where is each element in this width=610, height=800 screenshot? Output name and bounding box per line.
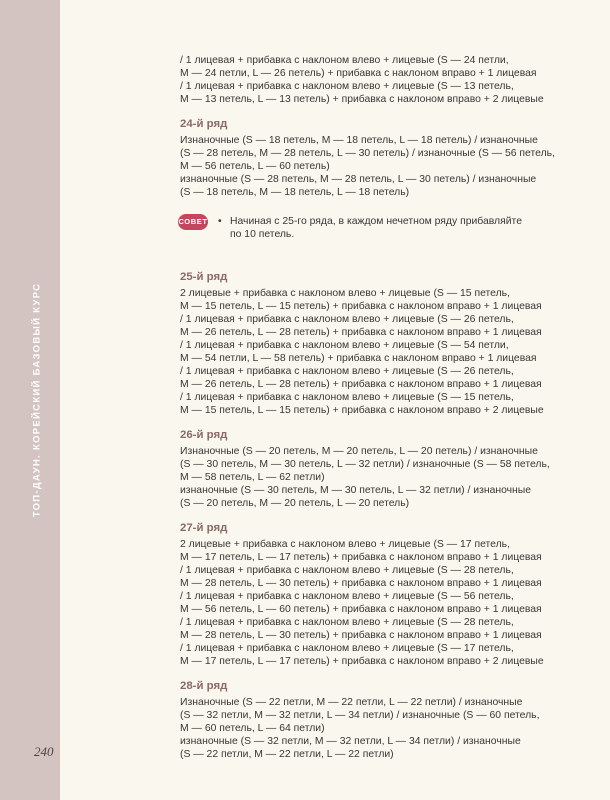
instruction-line: / 1 лицевая + прибавка с наклоном влево + лицевые (S — 17 петель, <box>180 643 514 654</box>
tip-line: по 10 петель. <box>230 229 295 240</box>
instruction-line: / 1 лицевая + прибавка с наклоном влево + лицевые (S — 56 петель, <box>180 591 514 602</box>
instruction-line: (S — 28 петель, M — 28 петель, L — 30 петель) / изнаночные (S — 56 петель, <box>180 148 555 159</box>
page-content <box>180 54 560 773</box>
instruction-line: Изнаночные (S — 18 петель, M — 18 петель, L — 18 петель) / изнаночные <box>180 135 538 146</box>
row-title: 28-й ряд <box>180 680 228 692</box>
instruction-line: M — 17 петель, L — 17 петель) + прибавка с наклоном вправо + 1 лицевая <box>180 552 542 563</box>
row-section <box>180 522 560 668</box>
instruction-line: 2 лицевые + прибавка с наклоном влево + лицевые (S — 15 петель, <box>180 288 510 299</box>
instruction-line: / 1 лицевая + прибавка с наклоном влево + лицевые (S — 26 петель, <box>180 314 514 325</box>
instruction-line: / 1 лицевая + прибавка с наклоном влево + лицевые (S — 28 петель, <box>180 617 514 628</box>
instruction-line: M — 15 петель, L — 15 петель) + прибавка с наклоном вправо + 2 лицевые <box>180 405 544 416</box>
instructions-before-tip <box>180 54 560 199</box>
instruction-line: M — 60 петель, L — 64 петли) <box>180 723 325 734</box>
row-section <box>180 118 560 199</box>
instruction-line: M — 26 петель, L — 28 петель) + прибавка с наклоном вправо + 1 лицевая <box>180 327 542 338</box>
instruction-line: / 1 лицевая + прибавка с наклоном влево + лицевые (S — 54 петли, <box>180 340 509 351</box>
row-title: 26-й ряд <box>180 429 228 441</box>
row-title: 27-й ряд <box>180 522 228 534</box>
instruction-line: (S — 30 петель, M — 30 петель, L — 32 петли) / изнаночные (S — 58 петель, <box>180 459 550 470</box>
instruction-line: / 1 лицевая + прибавка с наклоном влево + лицевые (S — 28 петель, <box>180 565 514 576</box>
instruction-line: (S — 22 петли, M — 22 петли, L — 22 петли) <box>180 749 394 760</box>
instruction-line: изнаночные (S — 32 петли, M — 32 петли, L — 34 петли) / изнаночные <box>180 736 521 747</box>
instructions-after-tip <box>180 271 560 761</box>
instruction-line: M — 13 петель, L — 13 петель) + прибавка с наклоном вправо + 2 лицевые <box>180 94 544 105</box>
page-number: 240 <box>34 744 54 759</box>
instruction-line: M — 15 петель, L — 15 петель) + прибавка с наклоном вправо + 1 лицевая <box>180 301 542 312</box>
instruction-line: M — 54 петли, L — 58 петель) + прибавка с наклоном вправо + 1 лицевая <box>180 353 537 364</box>
tip-text <box>218 215 560 241</box>
row-title: 25-й ряд <box>180 271 228 283</box>
sidebar-band <box>0 0 60 800</box>
instruction-line: M — 24 петли, L — 26 петель) + прибавка с наклоном вправо + 1 лицевая <box>180 68 537 79</box>
running-title: ТОП-ДАУН. КОРЕЙСКИЙ БАЗОВЫЙ КУРС <box>31 282 43 518</box>
instruction-line: M — 17 петель, L — 17 петель) + прибавка с наклоном вправо + 2 лицевые <box>180 656 544 667</box>
instruction-line: M — 26 петель, L — 28 петель) + прибавка с наклоном вправо + 1 лицевая <box>180 379 542 390</box>
tip-bullet: • <box>218 216 222 227</box>
instruction-line: M — 56 петель, L — 60 петель) + прибавка с наклоном вправо + 1 лицевая <box>180 604 542 615</box>
instruction-line: M — 28 петель, L — 30 петель) + прибавка с наклоном вправо + 1 лицевая <box>180 630 542 641</box>
instruction-line: / 1 лицевая + прибавка с наклоном влево + лицевые (S — 13 петель, <box>180 81 514 92</box>
row-title: 24-й ряд <box>180 118 228 130</box>
instruction-line: (S — 32 петли, M — 32 петли, L — 34 петли) / изнаночные (S — 60 петель, <box>180 710 540 721</box>
tip-block <box>180 215 560 241</box>
instruction-line: (S — 20 петель, M — 20 петель, L — 20 петель) <box>180 498 410 509</box>
instruction-line: M — 58 петель, L — 62 петли) <box>180 472 325 483</box>
row-section <box>180 429 560 510</box>
instruction-line: / 1 лицевая + прибавка с наклоном влево + лицевые (S — 26 петель, <box>180 366 514 377</box>
instruction-line: M — 56 петель, L — 60 петель) <box>180 161 330 172</box>
instruction-line: (S — 18 петель, M — 18 петель, L — 18 петель) <box>180 187 410 198</box>
row-section <box>180 271 560 417</box>
row-section <box>180 54 560 106</box>
instruction-line: M — 28 петель, L — 30 петель) + прибавка с наклоном вправо + 1 лицевая <box>180 578 542 589</box>
instruction-line: Изнаночные (S — 20 петель, M — 20 петель, L — 20 петель) / изнаночные <box>180 446 538 457</box>
instruction-line: изнаночные (S — 30 петель, M — 30 петель, L — 32 петли) / изнаночные <box>180 485 532 496</box>
instruction-line: Изнаночные (S — 22 петли, M — 22 петли, L — 22 петли) / изнаночные <box>180 697 523 708</box>
instruction-line: / 1 лицевая + прибавка с наклоном влево + лицевые (S — 15 петель, <box>180 392 514 403</box>
tip-badge: СОВЕТ <box>178 214 208 230</box>
instruction-line: изнаночные (S — 28 петель, M — 28 петель, L — 30 петель) / изнаночные <box>180 174 537 185</box>
tip-line: Начиная с 25-го ряда, в каждом нечетном ряду прибавляйте <box>230 216 522 227</box>
instruction-line: 2 лицевые + прибавка с наклоном влево + лицевые (S — 17 петель, <box>180 539 510 550</box>
row-section <box>180 680 560 761</box>
instruction-line: / 1 лицевая + прибавка с наклоном влево + лицевые (S — 24 петли, <box>180 55 509 66</box>
